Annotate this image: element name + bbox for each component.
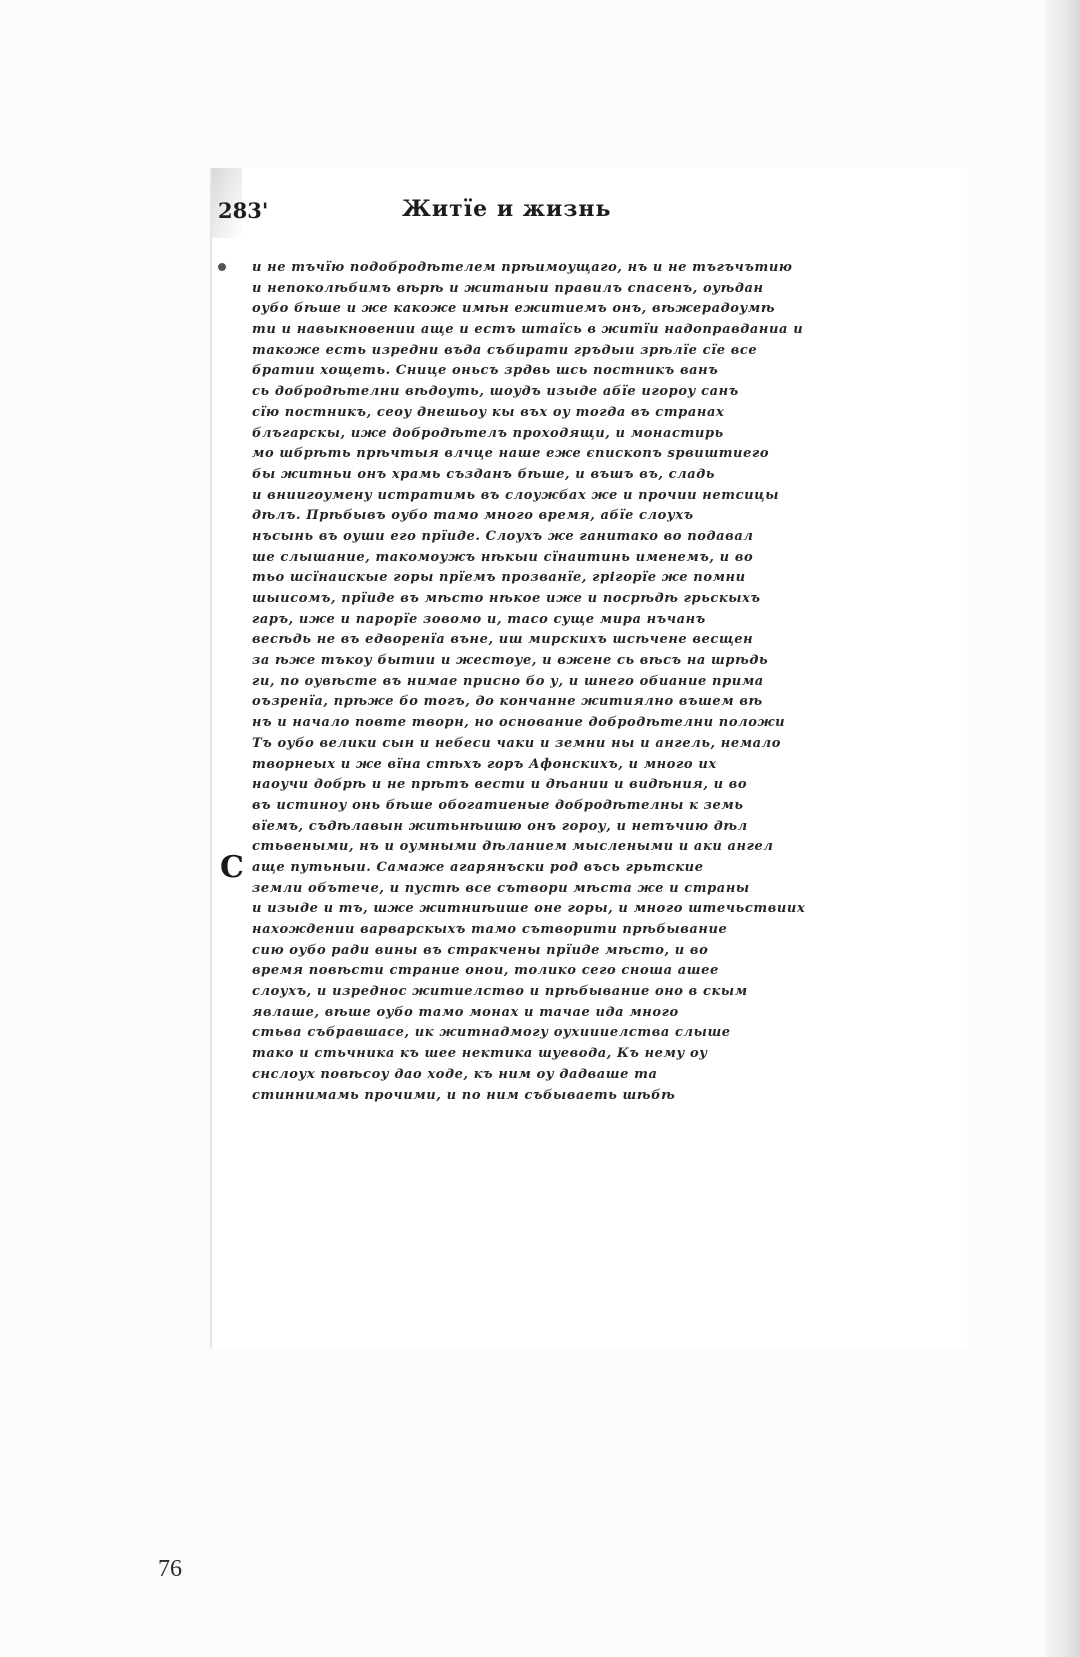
manuscript-line: такоже есть изредни въда събирати гръдыи зрѣлїе сїе все <box>252 342 758 358</box>
manuscript-line: аще путьныи. Самаже агарянъски род въсь грьтские <box>252 859 704 875</box>
manuscript-line: нъсынь въ оуши его прїиде. Слоухъ же ганитако во подавал <box>252 528 754 544</box>
margin-mark <box>218 263 226 271</box>
manuscript-line: и изыде и тъ, шже житниѣише оне горы, и много штечьствиих <box>252 901 806 917</box>
manuscript-line: и вниигоумену истратимь въ слоужбах же и прочии нетсицы <box>252 487 780 503</box>
manuscript-line: снслоух повѣсоу дао ходе, къ ним оу дадваше та <box>252 1066 658 1082</box>
manuscript-line: творнеых и же вїна стѣхъ горъ Афонскихъ, и много их <box>252 756 717 772</box>
page-edge-shadow <box>1046 0 1080 1657</box>
manuscript-line: сию оубо ради вины въ стракчены прїиде мѣсто, и во <box>252 942 709 958</box>
manuscript-line: ти и навыкновении аще и естъ штаїсь в житїи надоправданиа и <box>252 322 804 338</box>
manuscript-line: и не тъчїю подобродѣтелем прѣимоущаго, нъ и не тъгъчътию <box>252 260 793 275</box>
manuscript-line: весѣдь не въ едворенїа въне, иш мирскихъ шсѣчене весщен <box>252 632 754 648</box>
manuscript-line: шыисомъ, прїиде въ мѣсто нѣкое иже и посрѣдѣ грьскыхъ <box>252 591 761 606</box>
manuscript-line: оъзренїа, прѣже бо тогъ, до кончанне житиялно въшем вѣ <box>252 694 763 710</box>
manuscript-line: наоучи добрѣ и не прѣтъ вести и дѣании и видѣния, и во <box>252 777 748 793</box>
page-number: 76 <box>158 1556 182 1582</box>
manuscript-line: нъ и начало повте творн, но основание добродѣтелни положи <box>252 715 786 731</box>
manuscript-line: ги, по оувѣсте въ нимае присно бо у, и шнего обиание прима <box>252 673 764 689</box>
manuscript-line: Тъ оубо велики сын и небеси чаки и земни ны и ангель, немало <box>252 735 782 751</box>
manuscript-line: блъгарскы, иже добродѣтелъ проходящи, и монастирь <box>252 425 724 441</box>
manuscript-line: явлаше, вѣше оубо тамо монах и тачае ида много <box>252 1004 679 1020</box>
manuscript-line: оубо бѣше и же какоже имѣн ежитиемъ онъ, вѣжерадоумѣ <box>252 301 776 317</box>
manuscript-line: и непоколѣбимъ вѣрѣ и житаныи правилъ спасенъ, оуѣдан <box>252 280 764 296</box>
manuscript-line: стьва събравшасе, ик житнадмогу оухиииелства слыше <box>252 1025 731 1041</box>
manuscript-line: слоухъ, и изреднос житиелство и прѣбывание оно в скым <box>252 984 748 1000</box>
manuscript-line: тако и стьчника къ шее нектика шуевода, Къ нему оу <box>252 1046 708 1062</box>
manuscript-text <box>252 258 942 1106</box>
manuscript-line: бы житньи онъ храмь създанъ бѣше, и въшъ въ, сладь <box>252 466 716 482</box>
folio-number: 283' <box>218 198 269 223</box>
manuscript-line: дѣлъ. Прѣбывъ оубо тамо много время, абїе слоухъ <box>252 508 694 524</box>
manuscript-line: сь добродѣтелни вѣдоуть, шоудъ изыде абїе игороу санъ <box>252 384 739 400</box>
manuscript-line: стиннимамь прочими, и по ним събываеть шѣбѣ <box>252 1087 676 1103</box>
manuscript-line: время повѣсти страние онои, толико сего сноша ашее <box>252 963 719 979</box>
manuscript-line: нахождении варварскыхъ тамо сътворити прѣбывание <box>252 922 728 937</box>
manuscript-line: земли обътече, и пустѣ все сътвори мѣста же и страны <box>252 880 750 896</box>
manuscript-line: вїемъ, съдѣлавын житьнѣишю онъ гороу, и нетъчию дѣл <box>252 818 748 834</box>
manuscript-line: стьвеными, нъ и оумными дѣланием мыслеными и аки ангел <box>252 839 774 855</box>
initial-letter: С <box>220 850 244 885</box>
manuscript-line: за ѣже тъкоу бытии и жестоуе, и вжене сь вѣсъ на шрѣдь <box>252 653 769 669</box>
manuscript-line: тьо шсїнаискые горы прїемъ прозванїе, грігорїе же помни <box>252 570 746 586</box>
manuscript-header: Житїе и жизнь <box>402 196 612 222</box>
manuscript-line: братии хощеть. Снице оньсъ зрдвь шсь постникъ ванъ <box>252 363 719 379</box>
manuscript-line: мо шбрѣть прѣчтыя влчце наше еже єпископъ ѕрвиштиего <box>252 446 770 462</box>
manuscript-line: ше слышание, такомоужъ нѣкыи сїнаитинь именемъ, и во <box>252 549 754 565</box>
manuscript-facsimile <box>210 168 967 1348</box>
manuscript-line: въ истиноу онь бѣше обогатиеные добродѣтелны к земь <box>252 797 744 813</box>
manuscript-line: сїю постникъ, сеоу днешьоу кы въх оу тогда въ странах <box>252 404 725 420</box>
manuscript-line: гаръ, иже и парорїе зовомо и, тасо суще мира нъчанъ <box>252 611 706 627</box>
